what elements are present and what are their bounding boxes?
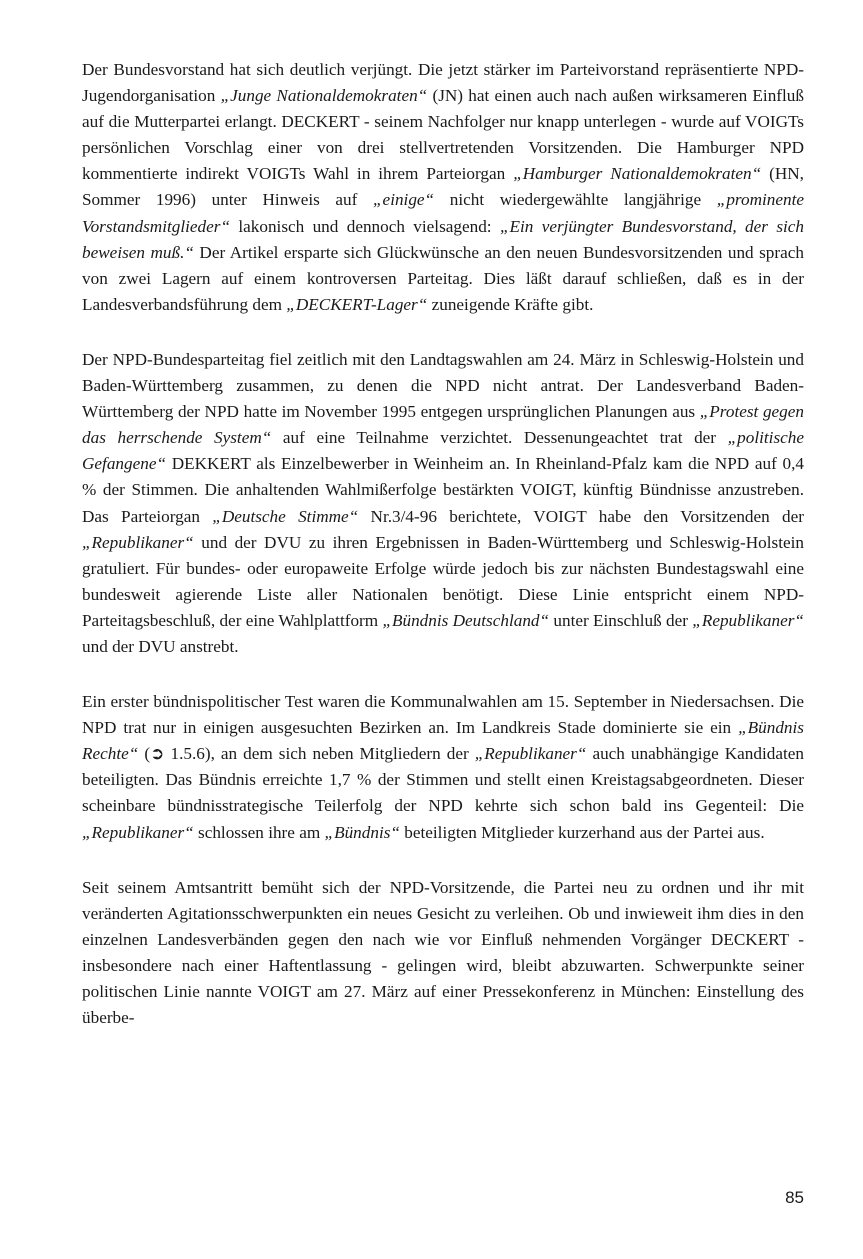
text-run: lakonisch und dennoch vielsagend:	[230, 216, 500, 236]
paragraph-1	[82, 57, 804, 318]
text-run: (HN, Sommer 1996) unter Hinweis auf	[82, 164, 804, 210]
document-page	[82, 57, 804, 1060]
text-run: beteiligten Mitglieder kurzerhand aus der Partei aus.	[399, 822, 765, 842]
quoted-term: „Junge Nationaldemokraten“	[220, 86, 428, 106]
text-run: Der Artikel ersparte sich Glückwünsche an den neuen Bundesvorsitzenden und sprach von zwei Lagern auf einem kontroversen Parteitag. Dies läßt darauf schließen, daß es in der Landesverbandsführung dem	[82, 242, 804, 314]
text-run: unter Einschluß der	[549, 610, 693, 630]
quoted-term: „Republikaner“	[474, 744, 587, 764]
text-run: (➲ 1.5.6), an dem sich neben Mitgliedern der	[138, 744, 475, 764]
quoted-term: „Bündnis“	[324, 822, 400, 842]
text-run: schlossen ihre am	[193, 822, 325, 842]
quoted-term: „Bündnis Rechte“	[82, 718, 804, 764]
quoted-term: „Hamburger Nationaldemokraten“	[513, 164, 762, 184]
quoted-term: „Republikaner“	[82, 532, 194, 552]
quoted-term: „prominente Vorstandsmitglieder“	[82, 190, 804, 236]
text-run: zuneigende Kräfte gibt.	[427, 294, 594, 314]
text-run: Ein erster bündnispolitischer Test waren die Kommunalwahlen am 15. September in Niedersachsen. Die NPD trat nur in einigen ausgesuchten Bezirken an. Im Landkreis Stade dominierte sie ein	[82, 692, 804, 738]
text-run: Der NPD-Bundesparteitag fiel zeitlich mit den Landtagswahlen am 24. März in Schleswig-Holstein und Baden-Württemberg zusammen, zu denen die NPD nicht antrat. Der Landesverband Baden-Württemberg der NPD hatte im November 1995 entgegen ursprünglichen Planungen aus	[82, 349, 804, 422]
text-run: Der Bundesvorstand hat sich deutlich verjüngt. Die jetzt stärker im Parteivorstand repräsentierte NPD-Jugendorganisation	[82, 60, 804, 106]
quoted-term: „Republikaner“	[692, 610, 804, 630]
paragraph-4	[82, 875, 804, 1032]
quoted-term: „einige“	[373, 190, 435, 210]
text-run: und der DVU anstrebt.	[82, 636, 239, 656]
text-run: auf eine Teilnahme verzichtet. Dessenungeachtet trat der	[271, 428, 728, 448]
quoted-term: „Ein verjüngter Bundesvorstand, der sich beweisen muß.“	[82, 216, 805, 262]
quoted-term: „Republikaner“	[82, 822, 194, 842]
quoted-term: „politische Gefangene“	[82, 428, 804, 474]
text-run: Nr.3/4-96 berichtete, VOIGT habe den Vorsitzenden der	[358, 506, 804, 526]
quoted-term: „Protest gegen das herrschende System“	[82, 402, 804, 448]
text-run: Seit seinem Amtsantritt bemüht sich der NPD-Vorsitzende, die Partei neu zu ordnen und ihr mit veränderten Agitationsschwerpunkten ein neues Gesicht zu verleihen. Ob und inwieweit ihm dies in den einzelnen Landesverbänden gegen den nach wie vor Einfluß nehmenden Vorgänger DECKERT - insbesondere nach einer Haftentlassung - gelingen wird, bleibt abzuwarten. Schwerpunkte seiner politischen Linie nannte VOIGT am 27. März auf einer Pressekonferenz in München: Einstellung des überbe-	[82, 877, 804, 1028]
quoted-term: „Bündnis Deutschland“	[382, 610, 550, 630]
text-run: nicht wiedergewählte langjährige	[434, 190, 717, 210]
paragraph-2	[82, 347, 804, 660]
text-run: auch unabhängige Kandidaten beteiligten. Das Bündnis erreichte 1,7 % der Stimmen und stellt einen Kreistagsabgeordneten. Dieser scheinbare bündnisstrategische Teilerfolg der NPD kehrte sich schon bald ins Gegenteil: Die	[82, 744, 804, 816]
paragraph-3	[82, 689, 804, 846]
quoted-term: „Deutsche Stimme“	[212, 506, 359, 526]
text-run: (JN) hat einen auch nach außen wirksameren Einfluß auf die Mutterpartei erlangt. DECKERT - seinem Nachfolger nur knapp unterlegen - wurde auf VOIGTs persönlichen Vorschlag einer von drei stellvertretenden Vorsitzenden. Die Hamburger NPD kommentierte indirekt VOIGTs Wahl in ihrem Parteiorgan	[82, 86, 804, 184]
text-run: DEKKERT als Einzelbewerber in Weinheim an. In Rheinland-Pfalz kam die NPD auf 0,4 % der Stimmen. Die anhaltenden Wahlmißerfolge bestärkten VOIGT, künftig Bündnisse anzustreben. Das Parteiorgan	[82, 454, 804, 526]
quoted-term: „DECKERT-Lager“	[286, 294, 428, 314]
page-number: 85	[785, 1188, 804, 1207]
text-run: und der DVU zu ihren Ergebnissen in Baden-Württemberg und Schleswig-Holstein gratuliert. Für bundes- oder europaweite Erfolge würde jedoch bis zur nächsten Bundestagswahl eine bundesweit agierende Liste aller Nationalen benötigt. Diese Linie entspricht einem NPD-Parteitagsbeschluß, der eine Wahlplattform	[82, 532, 804, 630]
